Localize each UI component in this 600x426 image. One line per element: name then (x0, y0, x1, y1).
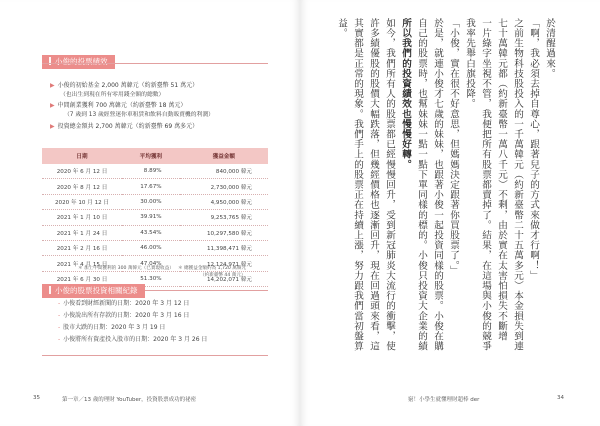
text-column: 如今，我們所有人的股票都已經慢慢回升，受到新冠肺炎大流行的衝擊，使 (384, 18, 395, 352)
col-gain: 獲益金額 (180, 148, 268, 164)
text-column: 一片綠字坐視不管，我便把所有股票都賣掉了。結果，在這場與小俊的競爭 (480, 18, 491, 352)
footnote-total-twd: （約新臺幣 44 萬元） (200, 273, 246, 278)
text-column: 「小俊，實在很不好意思，但媽媽決定跟著你買股票了。」 (448, 18, 459, 276)
table-row: 2020 年 6 月 12 日 8.89% 840,000 韓元 (42, 164, 268, 179)
text-column: 我率先舉白旗投降。 (464, 18, 475, 109)
table-row: 2020 年 8 月 12 日 17.67% 2,730,000 韓元 (42, 179, 268, 194)
section-title-records: 小俊的股票投資相關紀錄 (42, 284, 145, 298)
page-number-right: 34 (557, 395, 564, 401)
triangle-icon: ▶ (50, 82, 55, 89)
bullet-initial-fund: ▶ 小俊的初始基金 2,000 萬韓元（約新臺幣 51 萬元） (50, 82, 199, 89)
text-column: 其實都是正常的現象。我們手上的股票正在持續上漲，努力跟我們當初盤算 (352, 18, 363, 352)
bullet-sub-2: （7 歲到 13 歲經營迷你車租賃和飲料自動販賣機的利潤） (64, 112, 214, 118)
text-column: 於是，就連小俊才七歲的妹妹，也跟著小俊一起投資同樣的股票。小俊在購 (432, 18, 443, 352)
right-page (300, 0, 600, 426)
triangle-icon: ▶ (50, 123, 55, 130)
text-column: 益。 (336, 18, 347, 39)
text-column: 之前生物科技股投入的一千萬韓元（約新臺幣二十五萬多元）本金損失到連 (512, 18, 523, 352)
table-row: 2021 年 1 月 24 日 43.54% 10,297,580 韓元 (42, 225, 268, 240)
record-item: - 小俊說出所有存款的日期：2020 年 3 月 16 日 (58, 312, 190, 319)
text-column: 「啊，我必須去掉自尊心，跟著兒子的方式來做才行啊！」 (528, 18, 539, 281)
table-header-row (42, 148, 268, 164)
section-title-performance: 小俊的投票績效 (42, 55, 115, 69)
col-date: 日期 (42, 148, 122, 164)
running-head-right: 窮！小學生就懂理財超棒 der (408, 397, 480, 403)
record-item: - 股市大跌的日期：2020 年 3 月 19 日 (58, 324, 166, 331)
text-column: 許多績優股的股價大幅跌落，但幾經價格也逐漸回升，現在回過頭來看，這 (368, 18, 379, 352)
footnote-total: ＊ 總獲益金額約為 1,720 萬韓元 (178, 266, 247, 271)
page-number-left: 35 (33, 395, 40, 401)
bullet-sub-1: （也出生到現在所有零用錢全額的總數） (60, 92, 165, 98)
table-row: 2021 年 4 月 15 日 47.04% 12,124,971 韓元 (42, 256, 268, 271)
table-row: 2021 年 6 月 30 日 51.30% 14,202,071 韓元 (42, 271, 268, 286)
text-column: 自己的股票時，也幫妹妹一點一點下單同樣的標的。小俊只投資大企業的績 (416, 18, 427, 352)
bullet-total: ▶ 投資總金額共 2,700 萬韓元（約新臺幣 69 萬多元） (50, 123, 199, 130)
footnote-realized: ＊ 加上中間獲利的 300 萬韓元（已實現收益） (78, 266, 174, 271)
table-row: 2021 年 2 月 16 日 46.00% 11,398,471 韓元 (42, 240, 268, 255)
running-head-left: 第一章／13 歲的理財 YouTuber，投資股票成功的祕密 (62, 397, 197, 403)
text-column: 於清醒過來。 (544, 18, 555, 79)
record-item: - 小俊將所有資產投入股市的日期：2020 年 3 月 26 日 (58, 336, 208, 343)
table-row: 2021 年 1 月 10 日 39.91% 9,253,765 韓元 (42, 210, 268, 225)
col-avg-return: 平均獲利 (122, 148, 180, 164)
text-column-emphasis: 所以我們的投資績效也慢慢好轉。 (400, 18, 411, 170)
bullet-profit: ▶ 中間創業獲利 700 萬韓元（約新臺幣 18 萬元） (50, 102, 187, 109)
table-row: 2020 年 10 月 12 日 30.00% 4,950,000 韓元 (42, 194, 268, 209)
record-item: - 小俊看到財經新聞的日期：2020 年 3 月 12 日 (58, 300, 190, 307)
triangle-icon: ▶ (50, 102, 55, 109)
text-column: 七十萬韓元都（約新臺幣一萬八千元）不剩，由於實在太害怕損失不斷增 (496, 18, 507, 342)
